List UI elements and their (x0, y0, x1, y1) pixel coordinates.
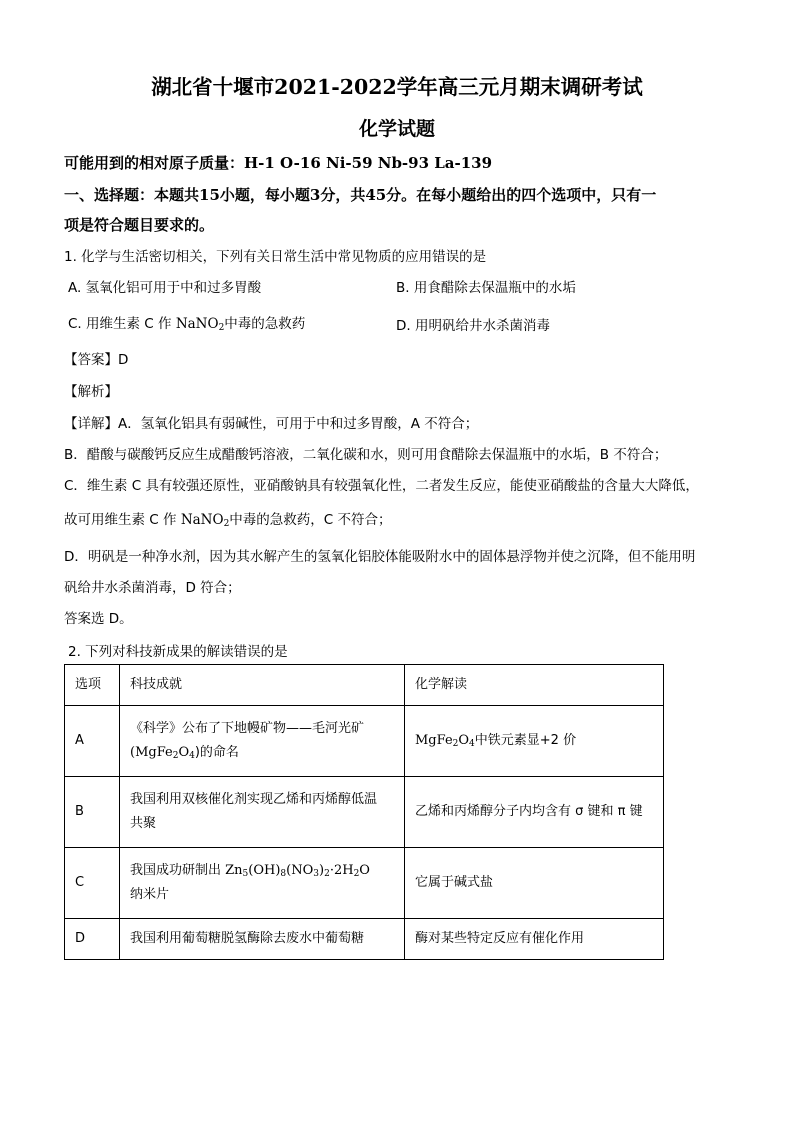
q1-detail-a: 【详解】A．氢氧化铝具有弱碱性，可用于中和过多胃酸，A 不符合； (64, 416, 479, 432)
row-d-achievement: 我国利用葡萄糖脱氢酶除去废水中葡萄糖 (120, 919, 405, 960)
row-d-interpretation: 酶对某些特定反应有催化作用 (405, 919, 664, 960)
row-a-chem-post: 中铁元素显+2 价 (474, 733, 577, 748)
table-header-row (65, 665, 664, 706)
row-a-chem-s2: 4 (469, 739, 475, 749)
row-b-achievement-line1: 我国利用双核催化剂实现乙烯和丙烯醇低温 (130, 792, 378, 807)
row-b-interpretation: 乙烯和丙烯醇分子内均含有 σ 键和 π 键 (405, 777, 664, 848)
table-header-achievement: 科技成就 (120, 665, 405, 706)
table-row (65, 777, 664, 848)
q1-option-d: D. 用明矾给井水杀菌消毒 (396, 318, 550, 334)
row-c-s2: 8 (280, 869, 287, 879)
row-a-option: A (65, 706, 120, 777)
row-a-f2: O (178, 745, 190, 760)
row-c-achievement (120, 848, 405, 919)
row-b-option: B (65, 777, 120, 848)
row-c-achievement-line1 (130, 859, 394, 883)
q1-option-c-sub: 2 (218, 323, 225, 333)
section-heading-line2: 项是符合题目要求的。 (64, 216, 215, 234)
section-heading-line1: 一、选择题：本题共15小题，每小题3分，共45分。在每小题给出的四个选项中，只有一 (64, 186, 657, 204)
row-c-f5: ·2H (329, 863, 354, 878)
row-d-option: D (65, 919, 120, 960)
q1-option-a: A. 氢氧化铝可用于中和过多胃酸 (68, 280, 262, 296)
table-row (65, 706, 664, 777)
row-c-s4: 2 (324, 869, 330, 879)
row-c-s3: 3 (313, 869, 319, 879)
row-c-s1: 5 (242, 869, 249, 879)
q1-detail-d1: D．明矾是一种净水剂，因为其水解产生的氢氧化铝胶体能吸附水中的固体悬浮物并使之沉降，但不能用明 (64, 549, 696, 565)
q1-detail-c2-sub: 2 (223, 519, 230, 529)
row-c-f4: ) (319, 863, 325, 878)
row-a-achievement (120, 706, 405, 777)
table-row (65, 848, 664, 919)
q2-stem: 2. 下列对科技新成果的解读错误的是 (68, 644, 288, 660)
row-a-f1: (MgFe (130, 745, 173, 760)
q1-detail-c1: C．维生素 C 具有较强还原性，亚硝酸钠具有较强氧化性，二者发生反应，能使亚硝酸盐的含量大大降低， (64, 478, 699, 494)
table-header-option: 选项 (65, 665, 120, 706)
row-a-f3: )的命名 (194, 745, 239, 760)
row-b-achievement (120, 777, 405, 848)
q1-option-c-formula: NaNO (175, 316, 219, 332)
q1-detail-d2: 矾给井水杀菌消毒，D 符合； (64, 580, 241, 596)
row-c-f3: (NO (286, 863, 314, 878)
row-c-s5: 2 (353, 869, 360, 879)
q1-detail-b: B．醋酸与碳酸钙反应生成醋酸钙溶液，二氧化碳和水，则可用食醋除去保温瓶中的水垢，B 不符合； (64, 447, 668, 463)
table-header-interpretation: 化学解读 (405, 665, 664, 706)
row-a-chem-s1: 2 (452, 739, 459, 749)
row-c-f1: Zn (225, 863, 243, 878)
row-a-s2: 4 (189, 751, 195, 761)
page-subtitle: 化学试题 (358, 118, 435, 140)
row-c-f6: O (359, 863, 370, 878)
row-a-interpretation (405, 706, 664, 777)
q1-stem: 1. 化学与生活密切相关，下列有关日常生活中常见物质的应用错误的是 (64, 249, 487, 265)
q1-detail-c2 (64, 508, 392, 528)
row-c-option: C (65, 848, 120, 919)
q1-option-b: B. 用食醋除去保温瓶中的水垢 (396, 280, 576, 296)
row-b-achievement-line2: 共聚 (130, 816, 157, 831)
q1-option-c-pre: C. 用维生素 C 作 (68, 316, 176, 332)
q1-detail-c2-pre: 故可用维生素 C 作 (64, 512, 181, 528)
row-a-achievement-line1: 《科学》公布了下地幔矿物——毛河光矿 (130, 721, 365, 736)
row-a-chem-f1: MgFe (415, 733, 453, 748)
q1-option-c (68, 312, 305, 332)
row-a-s1: 2 (172, 751, 179, 761)
atomic-masses: 可能用到的相对原子质量：H-1 O-16 Ni-59 Nb-93 La-139 (64, 154, 493, 172)
q1-option-c-post: 中毒的急救药 (224, 316, 306, 332)
row-c-interpretation: 它属于碱式盐 (405, 848, 664, 919)
table-row (65, 919, 664, 960)
page-title: 湖北省十堰市2021-2022学年高三元月期末调研考试 (151, 75, 643, 99)
row-c-f2: (OH) (248, 863, 281, 878)
q2-table (64, 664, 664, 960)
q1-answer: 【答案】D (64, 352, 129, 368)
q1-detail-c2-formula: NaNO (180, 512, 224, 528)
row-c-achievement-line2: 纳米片 (130, 887, 170, 902)
row-c-pre: 我国成功研制出 (130, 863, 226, 878)
row-a-chem-f2: O (458, 733, 470, 748)
row-a-achievement-line2 (130, 741, 394, 765)
q1-analysis: 【解析】 (64, 384, 118, 400)
q1-detail-c2-post: 中毒的急救药，C 不符合； (229, 512, 392, 528)
q1-final-answer: 答案选 D。 (64, 611, 133, 627)
